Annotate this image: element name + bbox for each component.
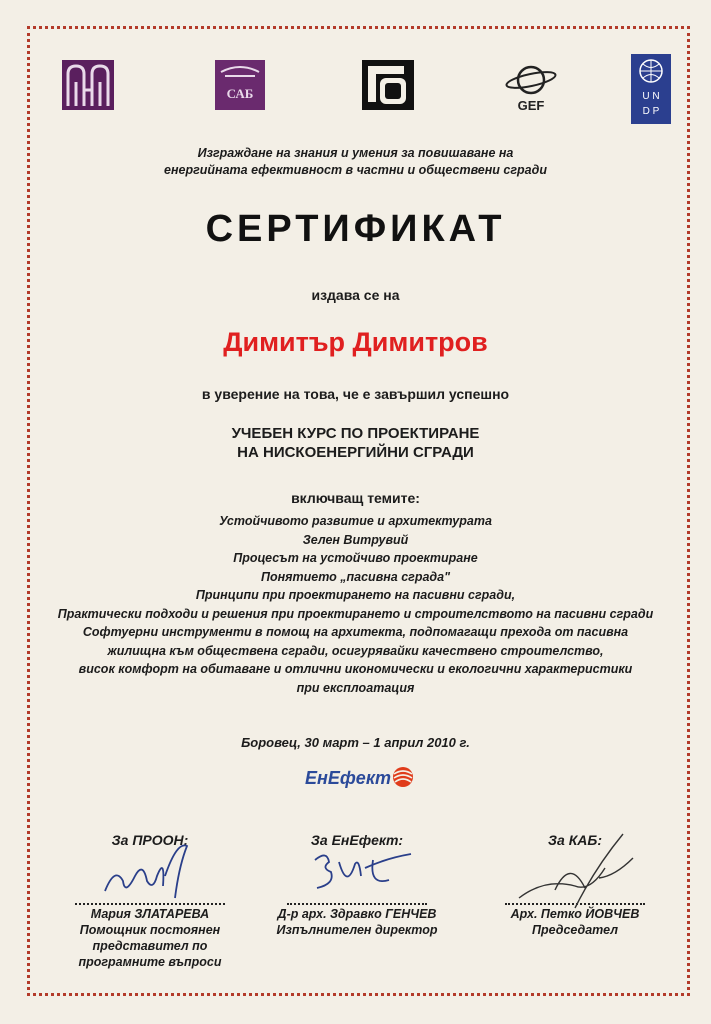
subtitle-line-2: енергийната ефективност в частни и обществени сгради [164, 163, 547, 177]
sab-logo-text: САБ [226, 86, 254, 101]
signatory-name: Арх. Петко ЙОВЧЕВ [510, 907, 640, 921]
signature-line [287, 848, 427, 905]
svg-text:D P: D P [642, 106, 660, 117]
signatory-role-line: Председател [531, 923, 619, 937]
enefekt-swoosh-icon [393, 767, 413, 787]
recipient-name: Димитър Димитров [223, 327, 488, 357]
topic-item: Устойчивото развитие и архитектурата [219, 514, 492, 528]
enefekt-logo [305, 764, 415, 790]
handwritten-signature-icon [95, 836, 205, 906]
signature-for-label: За КАБ: [548, 832, 602, 848]
signature-block-enefekt [262, 832, 452, 938]
topic-item: Зелен Витрувий [302, 532, 409, 547]
signatory-name: Мария ЗЛАТАРЕВА [90, 907, 210, 921]
subtitle-line-1: Изграждане на знания и умения за повишаване на [197, 146, 514, 160]
topic-item: при експлоатация [296, 680, 415, 695]
course-line-1: УЧЕБЕН КУРС ПО ПРОЕКТИРАНЕ [231, 425, 480, 442]
signature-block-kab [480, 832, 670, 938]
topic-item: Практически подходи и решения при проектирането и строителството на пасивни сгради [57, 606, 654, 621]
signatory-role-line: Помощник постоянен [79, 923, 221, 937]
includes-label: включващ темите: [291, 490, 420, 506]
signature-for-label: За ПРООН: [111, 832, 189, 848]
topic-item: Процесът на устойчиво проектиране [233, 551, 478, 565]
enefekt-square-logo-icon [362, 60, 414, 120]
course-title [0, 424, 711, 462]
sab-logo-icon [215, 60, 265, 120]
topic-item: жилищна към обществена сгради, осигурявайки качествено строителство, [107, 643, 604, 658]
signatory-role-line: програмните въпроси [78, 955, 222, 969]
signatory-role-line: представител по [92, 939, 208, 953]
place-date: Боровец, 30 март – 1 април 2010 г. [241, 735, 470, 750]
handwritten-signature-icon [307, 840, 417, 900]
svg-text:U N: U N [642, 91, 660, 102]
handwritten-signature-icon [515, 828, 645, 923]
signature-for-label: За ЕнЕфект: [310, 832, 404, 848]
enefekt-logo-text: ЕнЕфект [305, 768, 391, 788]
kab-logo-icon [62, 60, 114, 120]
program-subtitle [0, 145, 711, 179]
topic-item: Понятието „пасивна сграда" [260, 569, 451, 584]
undp-logo-icon [631, 54, 671, 117]
gef-logo-icon [504, 60, 558, 120]
course-line-2: НА НИСКОЕНЕРГИЙНИ СГРАДИ [237, 444, 474, 461]
signature-line [75, 848, 225, 905]
topic-item: Софтуерни инструменти в помощ на архитекта, подпомагащи прехода от пасивна [82, 625, 629, 639]
issued-to-label: издава се на [311, 287, 400, 303]
topics-list [0, 512, 711, 697]
certificate-title: СЕРТИФИКАТ [205, 208, 506, 250]
signatory-name: Д-р арх. Здравко ГЕНЧЕВ [277, 907, 437, 921]
signatory-role-line: Изпълнителен директор [276, 923, 438, 937]
signature-block-undp [55, 832, 245, 970]
topic-item: Принципи при проектирането на пасивни сгради, [195, 588, 516, 602]
confirmation-text: в уверение на това, че е завършил успешно [201, 386, 510, 402]
gef-logo-text: GEF [517, 98, 545, 113]
topic-item: висок комфорт на обитаване и отлични икономически и екологични характеристики [78, 662, 633, 676]
signature-line [505, 848, 645, 905]
